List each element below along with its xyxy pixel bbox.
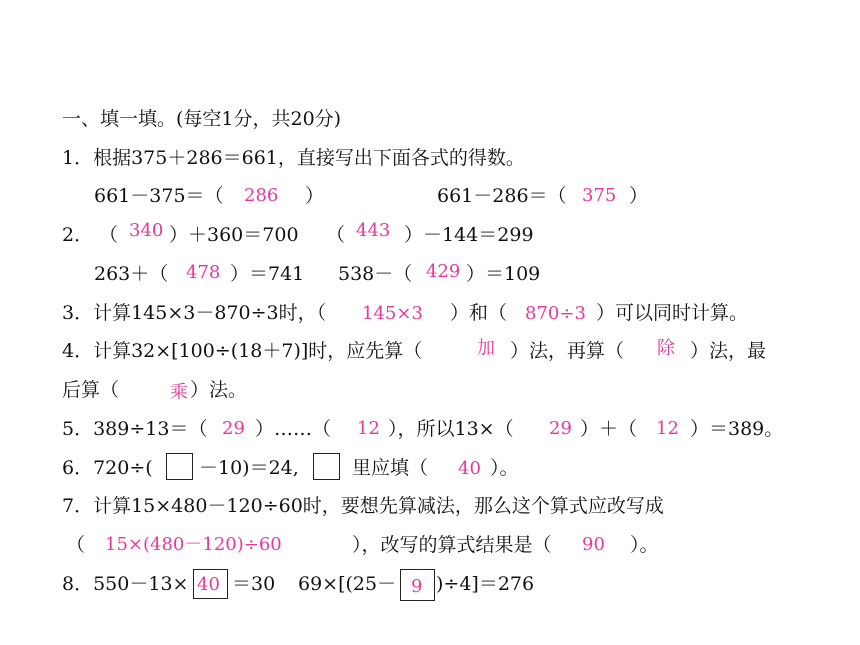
question-7-answer-1: 15×(480－120)÷60 xyxy=(105,534,282,555)
question-8-rest: )÷4]＝276 xyxy=(436,573,535,595)
question-7-stem: 7．计算15×480－120÷60时，要想先算减法，那么这个算式应改写成 xyxy=(62,495,664,517)
question-4-answer-3: 乘 xyxy=(170,382,188,403)
question-1b-answer: 375 xyxy=(582,185,617,206)
question-2b-open: （ xyxy=(326,224,346,246)
question-1a-answer: 286 xyxy=(244,185,279,206)
section-title: 一、填一填。(每空1分，共20分) xyxy=(62,108,342,130)
question-8-stem: 8．550－13× xyxy=(62,573,189,595)
question-5-answer-2: 12 xyxy=(357,418,380,439)
question-7-answer-2: 90 xyxy=(582,534,605,555)
question-5-answer-1: 29 xyxy=(222,418,245,439)
question-4-stem: 4．计算32×[100÷(18＋7)]时，应先算（ xyxy=(62,340,423,362)
question-6-end: ）。 xyxy=(490,457,519,479)
question-3-rest: ）可以同时计算。 xyxy=(596,302,749,324)
question-6-answer: 40 xyxy=(458,458,481,479)
question-4-mid: ）法，再算（ xyxy=(510,340,625,362)
question-6-blank-box-2 xyxy=(313,453,340,480)
question-6-rest: 里应填（ xyxy=(352,457,429,479)
question-1a-close: ） xyxy=(305,185,325,207)
question-2a-answer: 340 xyxy=(129,220,164,241)
question-4-answer-1: 加 xyxy=(477,338,495,359)
question-1-stem: 1．根据375＋286＝661，直接写出下面各式的得数。 xyxy=(62,147,525,169)
question-4-answer-2: 除 xyxy=(657,338,675,359)
question-5-rest: ）＝389。 xyxy=(690,418,784,440)
question-3-mid: ）和（ xyxy=(450,302,508,324)
question-7-end: ）。 xyxy=(630,534,659,556)
question-3-stem: 3．计算145×3－870÷3时，（ xyxy=(62,302,327,324)
question-5-mid-3: ）＋（ xyxy=(580,418,638,440)
question-2b-rest: ）－144＝299 xyxy=(404,224,534,246)
question-6-stem: 6．720÷( xyxy=(62,457,153,479)
question-5-mid-1: ）……（ xyxy=(255,418,332,440)
question-4-end: ）法。 xyxy=(190,379,248,401)
question-3-answer-1: 145×3 xyxy=(362,303,423,324)
question-1b-close: ） xyxy=(629,185,649,207)
question-7-mid: ），改写的算式结果是（ xyxy=(352,534,552,556)
question-4-rest: ）法，最 xyxy=(690,340,767,362)
question-8-answer-1: 40 xyxy=(197,574,220,595)
question-1a-expression: 661－375＝（ xyxy=(94,185,224,207)
question-2a-open: （ xyxy=(99,224,119,246)
question-2c-open: 263＋（ xyxy=(94,263,169,285)
question-2-number: 2． xyxy=(62,224,94,246)
question-5-stem: 5．389÷13＝（ xyxy=(62,418,208,440)
question-2a-rest: ）＋360＝700 xyxy=(169,224,299,246)
question-2b-answer: 443 xyxy=(356,220,391,241)
question-2d-answer: 429 xyxy=(426,261,461,282)
question-2d-open: 538－（ xyxy=(338,263,413,285)
question-7-open: （ xyxy=(66,534,86,556)
question-5-mid-2: ），所以13×（ xyxy=(388,418,514,440)
question-5-answer-4: 12 xyxy=(656,418,679,439)
question-6-mid: －10)＝24, xyxy=(199,457,299,479)
question-6-blank-box-1 xyxy=(166,453,193,480)
question-2d-rest: ）＝109 xyxy=(466,263,541,285)
question-2c-rest: ）＝741 xyxy=(230,263,305,285)
question-8-answer-2: 9 xyxy=(411,576,423,597)
question-4-line2: 后算（ xyxy=(62,379,120,401)
question-8-second: 69×[(25－ xyxy=(298,573,397,595)
question-8-mid: ＝30 xyxy=(232,573,276,595)
question-2c-answer: 478 xyxy=(186,262,221,283)
question-5-answer-3: 29 xyxy=(549,418,572,439)
question-3-answer-2: 870÷3 xyxy=(525,303,586,324)
question-1b-expression: 661－286＝（ xyxy=(437,185,567,207)
